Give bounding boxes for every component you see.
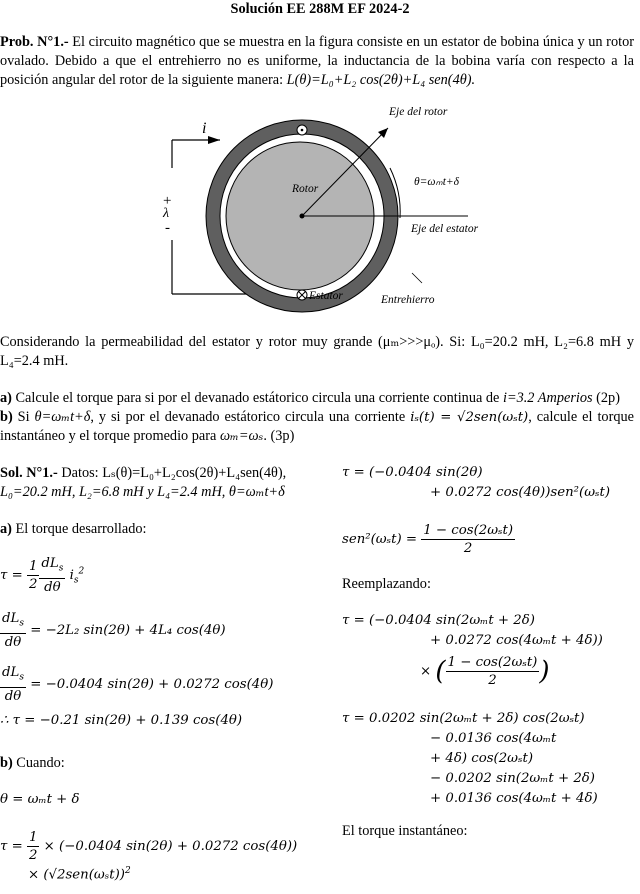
magnetic-circuit-figure — [160, 98, 480, 318]
plus-sign: + — [163, 193, 172, 209]
problem-intro: El circuito magnético que se muestra en la figura consiste en un estator de bobina única y un rotor ovalado. Debido a que el entrehierro no es uniforme, la inductancia de la bobina varía con respecto a la posición angular del rotor de la siguiente manera: — [0, 34, 634, 88]
stator-label: Estator — [309, 290, 343, 302]
replaced-line1: τ = (−0.0404 sin(2ωₘt + 2δ) — [342, 613, 535, 628]
torque-b-line2: × $(√2sen(\omega_st))^2$ — [28, 866, 131, 883]
problem-statement — [0, 33, 634, 90]
solution-header: Sol. N°1.- Datos: Lₛ(θ)=L₀+L₂cos(2θ)+L₄sen(4θ), — [0, 465, 287, 481]
replaced-line3: × ( $\frac{\text{1 − cos(2ωₛt)}}{2}$ ) — [420, 655, 550, 688]
right-torque-line2: + 0.0272 cos(4θ))sen²(ωₛt) — [430, 485, 611, 500]
theta-equation: θ = ωₘt + δ — [0, 792, 80, 807]
simplified-line5: + 0.0136 cos(4ωₘt + 4δ) — [430, 791, 598, 806]
part-a-question: a) Calcule el torque para si por el devanado estátorico circula una corriente continua de i=3.2 Amperios (2p) — [0, 390, 620, 406]
theta-label: θ=ωₘt+δ — [414, 176, 459, 188]
airgap-label: Entrehierro — [381, 294, 435, 306]
simplified-line3: + 4δ) cos(2ωₛt) — [430, 751, 534, 766]
rotor-axis-label: Eje del rotor — [389, 106, 448, 118]
simplified-line1: τ = 0.0202 sin(2ωₘt + 2δ) cos(2ωₛt) — [342, 711, 585, 726]
simplified-line4: − 0.0202 sin(2ωₘt + 2δ) — [430, 771, 595, 786]
minus-sign: - — [165, 220, 170, 236]
replaced-line2: + 0.0272 cos(4ωₘt + 4δ)) — [430, 633, 603, 648]
dl-derivative-1: $\frac{dL_s}{d\theta}$ = −2L₂ sin(2θ) + 4L₄ cos(4θ) — [2, 611, 226, 650]
simplified-line2: − 0.0136 cos(4ωₘt — [430, 731, 557, 746]
torque-result-a: ∴ τ = −0.21 sin(2θ) + 0.139 cos(4θ) — [0, 713, 243, 728]
right-torque-line1: τ = (−0.0404 sin(2θ) — [342, 465, 483, 480]
rotor-label: Rotor — [292, 183, 319, 195]
part-b-question: b) Si θ=ωₘt+δ, y si por el devanado estátorico circula una corriente iₛ(t) = √2sen(ωₛt), calcule el torque instantáneo y el torque promedio para ωₘ=ωₛ. (3p) — [0, 409, 634, 444]
torque-formula: τ = $\frac{1}{2}$ $\frac{dL_s}{d\theta}$ $i_s^2$ — [0, 556, 85, 595]
page-title: Solución EE 288M EF 2024-2 — [230, 1, 410, 17]
sen2-identity: sen²(ωₛt) = $\frac{\text{1 − cos(2ωₛt)}}{2}$ — [342, 523, 514, 556]
stator-axis-label: Eje del estator — [411, 223, 479, 235]
lambda-label: λ — [163, 206, 170, 221]
torque-b-line1: τ = $\frac{1}{2}$ × (−0.0404 sin(2θ) + 0.0272 cos(4θ)) — [0, 830, 298, 863]
solution-data: L₀=20.2 mH, L₂=6.8 mH y L₄=2.4 mH, θ=ωₘt+δ — [0, 484, 285, 500]
problem-label: Prob. N°1.- — [0, 34, 69, 50]
instantaneous-torque-label: El torque instantáneo: — [342, 823, 468, 839]
given-data: Considerando la permeabilidad del estator y rotor muy grande (μₘ>>>μₒ). Si: L₀=20.2 mH, L₂=6.8 mH y L₄=2.4 mH. — [0, 334, 634, 369]
reemplazando-label: Reemplazando: — [342, 576, 431, 592]
part-a-heading: a) El torque desarrollado: — [0, 521, 147, 537]
inductance-formula: L(θ)=L₀+L₂ cos(2θ)+L₄ sen(4θ). — [286, 72, 476, 88]
current-label: i — [202, 120, 207, 137]
dl-derivative-2: $\frac{dL_s}{d\theta}$ = −0.0404 sin(2θ) + 0.0272 cos(4θ) — [2, 665, 274, 704]
part-b-heading: b) Cuando: — [0, 755, 65, 771]
figure-svg — [160, 98, 480, 318]
